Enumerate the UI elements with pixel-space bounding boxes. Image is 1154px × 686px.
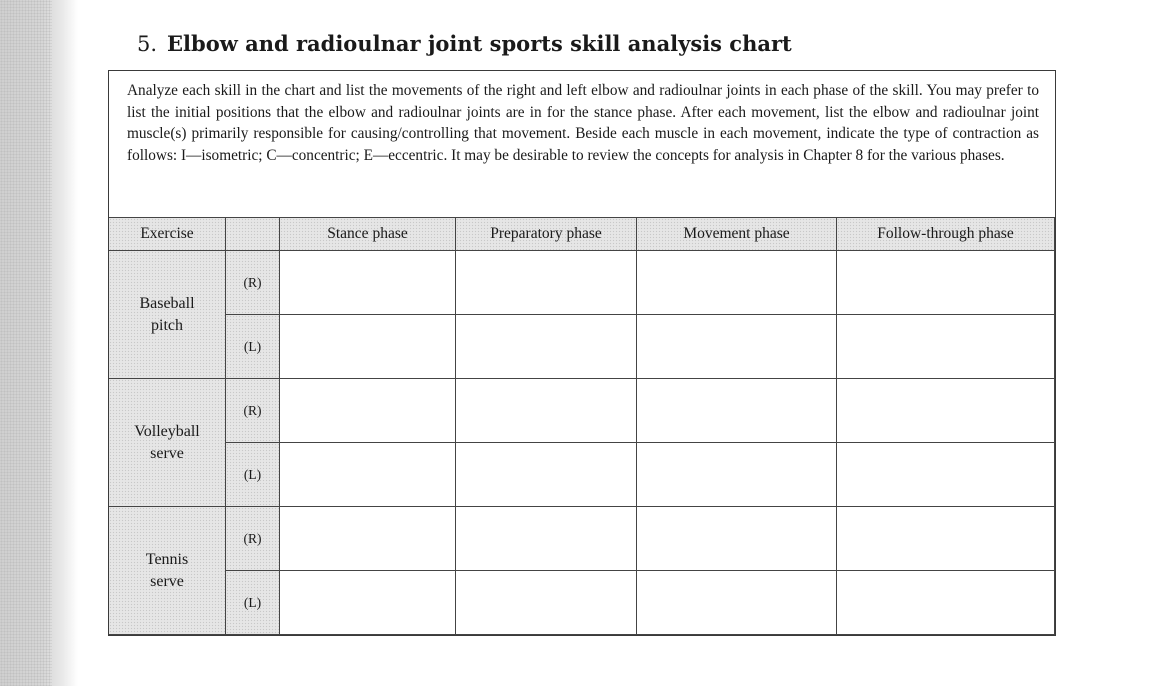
exercise-name-line1: Tennis: [145, 550, 189, 568]
answer-cell[interactable]: [637, 315, 837, 379]
exercise-cell: [109, 379, 226, 507]
answer-cell[interactable]: [456, 251, 637, 315]
answer-cell[interactable]: [637, 507, 837, 571]
book-spine-shadow: [0, 0, 78, 686]
answer-cell[interactable]: [637, 443, 837, 507]
header-preparatory-phase: Preparatory phase: [456, 217, 637, 251]
answer-cell[interactable]: [837, 379, 1055, 443]
header-exercise: Exercise: [109, 217, 226, 251]
answer-cell[interactable]: [280, 507, 456, 571]
side-label-left: (L): [226, 571, 280, 635]
side-label-left: (L): [226, 443, 280, 507]
section-title: Elbow and radioulnar joint sports skill analysis chart: [167, 31, 792, 56]
side-label-right: (R): [226, 507, 280, 571]
answer-cell[interactable]: [637, 251, 837, 315]
answer-cell[interactable]: [280, 571, 456, 635]
answer-cell[interactable]: [637, 379, 837, 443]
answer-cell[interactable]: [837, 315, 1055, 379]
header-side: [226, 217, 280, 251]
answer-cell[interactable]: [280, 443, 456, 507]
analysis-table: [109, 217, 1055, 635]
section-number: 5.: [137, 32, 158, 56]
analysis-chart-frame: [108, 70, 1056, 636]
header-movement-phase: Movement phase: [637, 217, 837, 251]
answer-cell[interactable]: [456, 315, 637, 379]
exercise-name-line1: Baseball: [139, 294, 195, 312]
header-stance-phase: Stance phase: [280, 217, 456, 251]
answer-cell[interactable]: [456, 443, 637, 507]
answer-cell[interactable]: [637, 571, 837, 635]
answer-cell[interactable]: [456, 507, 637, 571]
answer-cell[interactable]: [837, 571, 1055, 635]
exercise-cell: [109, 507, 226, 635]
page-title: [137, 31, 792, 56]
exercise-cell: [109, 251, 226, 379]
side-label-right: (R): [226, 379, 280, 443]
side-label-left: (L): [226, 315, 280, 379]
answer-cell[interactable]: [280, 251, 456, 315]
side-label-right: (R): [226, 251, 280, 315]
answer-cell[interactable]: [280, 315, 456, 379]
exercise-name-line2: pitch: [151, 316, 183, 334]
answer-cell[interactable]: [837, 507, 1055, 571]
instructions-paragraph: Analyze each skill in the chart and list the movements of the right and left elbow and radioulnar joints in each phase of the skill. You may prefer to list the initial positions that the elbow and radioulnar joints are in for the stance phase. After each movement, list the elbow and radioulnar joint muscle(s) primarily responsible for causing/controlling that movement. Beside each muscle in each movement, indicate the type of contraction as follows: I—isometric; C—concentric; E—eccentric. It may be desirable to review the concepts for analysis in Chapter 8 for the various phases.: [127, 82, 1039, 165]
answer-cell[interactable]: [280, 379, 456, 443]
header-follow-through-phase: Follow-through phase: [837, 217, 1055, 251]
exercise-name-line2: serve: [150, 572, 184, 590]
exercise-name-line2: serve: [150, 444, 184, 462]
answer-cell[interactable]: [837, 443, 1055, 507]
answer-cell[interactable]: [456, 379, 637, 443]
answer-cell[interactable]: [456, 571, 637, 635]
exercise-name-line1: Volleyball: [134, 422, 200, 440]
answer-cell[interactable]: [837, 251, 1055, 315]
